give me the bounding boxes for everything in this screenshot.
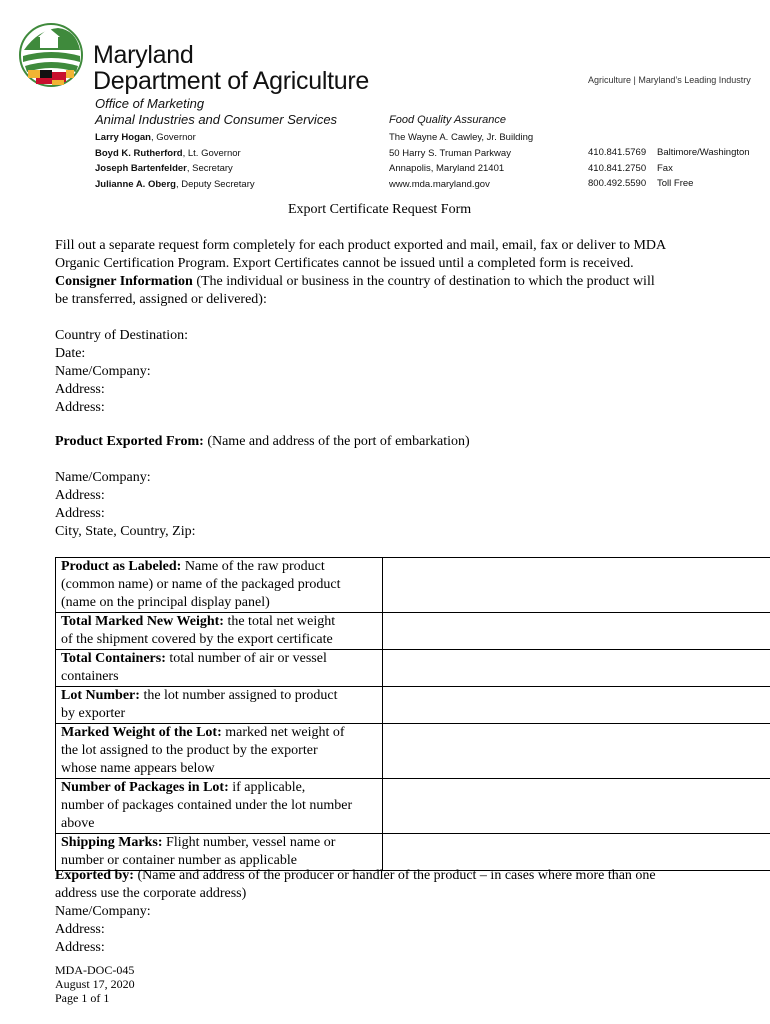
table-row (56, 779, 770, 834)
exported-from-desc: (Name and address of the port of embarkation) (203, 434, 470, 449)
document-footer (55, 963, 135, 1005)
row-desc: if applicable, number of packages contained under the lot number above (61, 780, 353, 831)
official-row: Larry Hogan, Governor (95, 132, 196, 143)
exported-from-heading-line (55, 433, 470, 451)
intro-line: Fill out a separate request form completely for each product exported and mail, email, fax or deliver to MDA (55, 238, 667, 253)
row-label: Number of Packages in Lot: if applicable, number of packages contained under the lot number above (56, 779, 383, 834)
address-line: 50 Harry S. Truman Parkway (389, 147, 511, 159)
row-label: Marked Weight of the Lot: marked net weight of the lot assigned to the product by the exporter whose name appears below (56, 724, 383, 779)
org-name-line2: Department of Agriculture (93, 67, 369, 95)
consigner-fields (55, 327, 188, 417)
phone-label: Baltimore/Washington (657, 147, 750, 158)
exported-from-heading: Product Exported From: (55, 434, 204, 449)
total-net-weight-input[interactable] (383, 613, 770, 650)
food-quality-label: Food Quality Assurance (389, 114, 506, 126)
name-company-field-label: Name/Company: (55, 470, 151, 485)
document-date: August 17, 2020 (55, 977, 135, 991)
row-label: Lot Number: the lot number assigned to product by exporter (56, 687, 383, 724)
table-row (56, 724, 770, 779)
row-desc: marked net weight of the lot assigned to the product by the exporter whose name appears below (61, 725, 345, 776)
official-row: Julianne A. Oberg, Deputy Secretary (95, 178, 255, 190)
address-field-label: Address: (55, 382, 105, 397)
row-label: Total Marked New Weight: the total net weight of the shipment covered by the export certificate (56, 613, 383, 650)
consigner-desc: be transferred, assigned or delivered): (55, 292, 267, 307)
address-line: Annapolis, Maryland 21401 (389, 163, 505, 174)
total-containers-input[interactable] (383, 650, 770, 687)
table-row (56, 650, 770, 687)
row-desc: the lot number assigned to product by exporter (61, 688, 338, 721)
phone-label: Fax (657, 162, 673, 174)
page-number: Page 1 of 1 (55, 991, 110, 1005)
row-desc: total number of air or vessel containers (61, 651, 327, 684)
country-field-label: Country of Destination: (55, 328, 188, 343)
city-state-zip-field-label: City, State, Country, Zip: (55, 524, 196, 539)
exported-by-desc: address use the corporate address) (55, 886, 247, 901)
address-field-label: Address: (55, 922, 105, 937)
official-row: Boyd K. Rutherford, Lt. Governor (95, 147, 241, 159)
exported-by-section (55, 867, 656, 957)
document-id: MDA-DOC-045 (55, 963, 135, 977)
row-label: Product as Labeled: Name of the raw product (common name) or name of the packaged product (name on the principal display panel) (56, 558, 383, 613)
form-title: Export Certificate Request Form (288, 202, 472, 217)
product-as-labeled-input[interactable] (383, 558, 770, 613)
row-desc: the total net weight of the shipment covered by the export certificate (61, 614, 336, 647)
phone-labels (657, 145, 750, 192)
tagline: Agriculture | Maryland’s Leading Industry (588, 75, 751, 85)
product-details-table (55, 557, 770, 871)
intro-line: Organic Certification Program. Export Certificates cannot be issued until a completed form is received. (55, 256, 634, 271)
address-block (389, 130, 533, 192)
name-company-field-label: Name/Company: (55, 364, 151, 379)
exported-from-fields (55, 469, 196, 541)
table-row (56, 613, 770, 650)
address-field-label: Address: (55, 400, 105, 415)
official-row: Joseph Bartenfelder, Secretary (95, 163, 233, 174)
consigner-heading-line: Consigner Information (The individual or business in the country of destination to which the product will (55, 274, 655, 289)
officials-list (95, 130, 255, 192)
website-link[interactable]: www.mda.maryland.gov (389, 178, 490, 190)
address-field-label: Address: (55, 940, 105, 955)
exported-by-heading-line: Exported by: (Name and address of the producer or handler of the product – in cases where more than one (55, 868, 656, 883)
row-label: Total Containers: total number of air or vessel containers (56, 650, 383, 687)
address-line: The Wayne A. Cawley, Jr. Building (389, 132, 534, 143)
table-row (56, 558, 770, 613)
phone-numbers (588, 145, 646, 192)
row-desc: Flight number, vessel name or number or container number as applicable (61, 835, 336, 868)
number-of-packages-input[interactable] (383, 779, 770, 834)
row-label: Shipping Marks: Flight number, vessel name or number or container number as applicable (56, 834, 383, 871)
table-row (56, 834, 770, 871)
mda-logo (18, 20, 84, 90)
phone-number: 410.841.2750 (588, 162, 647, 174)
name-company-field-label: Name/Company: (55, 904, 151, 919)
address-field-label: Address: (55, 506, 105, 521)
office-line1: Office of Marketing (95, 96, 205, 111)
marked-weight-input[interactable] (383, 724, 770, 779)
phone-number: 410.841.5769 (588, 147, 647, 158)
office-line2: Animal Industries and Consumer Services (95, 112, 338, 127)
table-row (56, 687, 770, 724)
date-field-label: Date: (55, 346, 86, 361)
phone-number: 800.492.5590 (588, 178, 647, 189)
lot-number-input[interactable] (383, 687, 770, 724)
org-name-line1: Maryland (93, 41, 194, 69)
intro-paragraph (55, 237, 666, 309)
address-field-label: Address: (55, 488, 105, 503)
shipping-marks-input[interactable] (383, 834, 770, 871)
phone-label: Toll Free (657, 178, 694, 189)
